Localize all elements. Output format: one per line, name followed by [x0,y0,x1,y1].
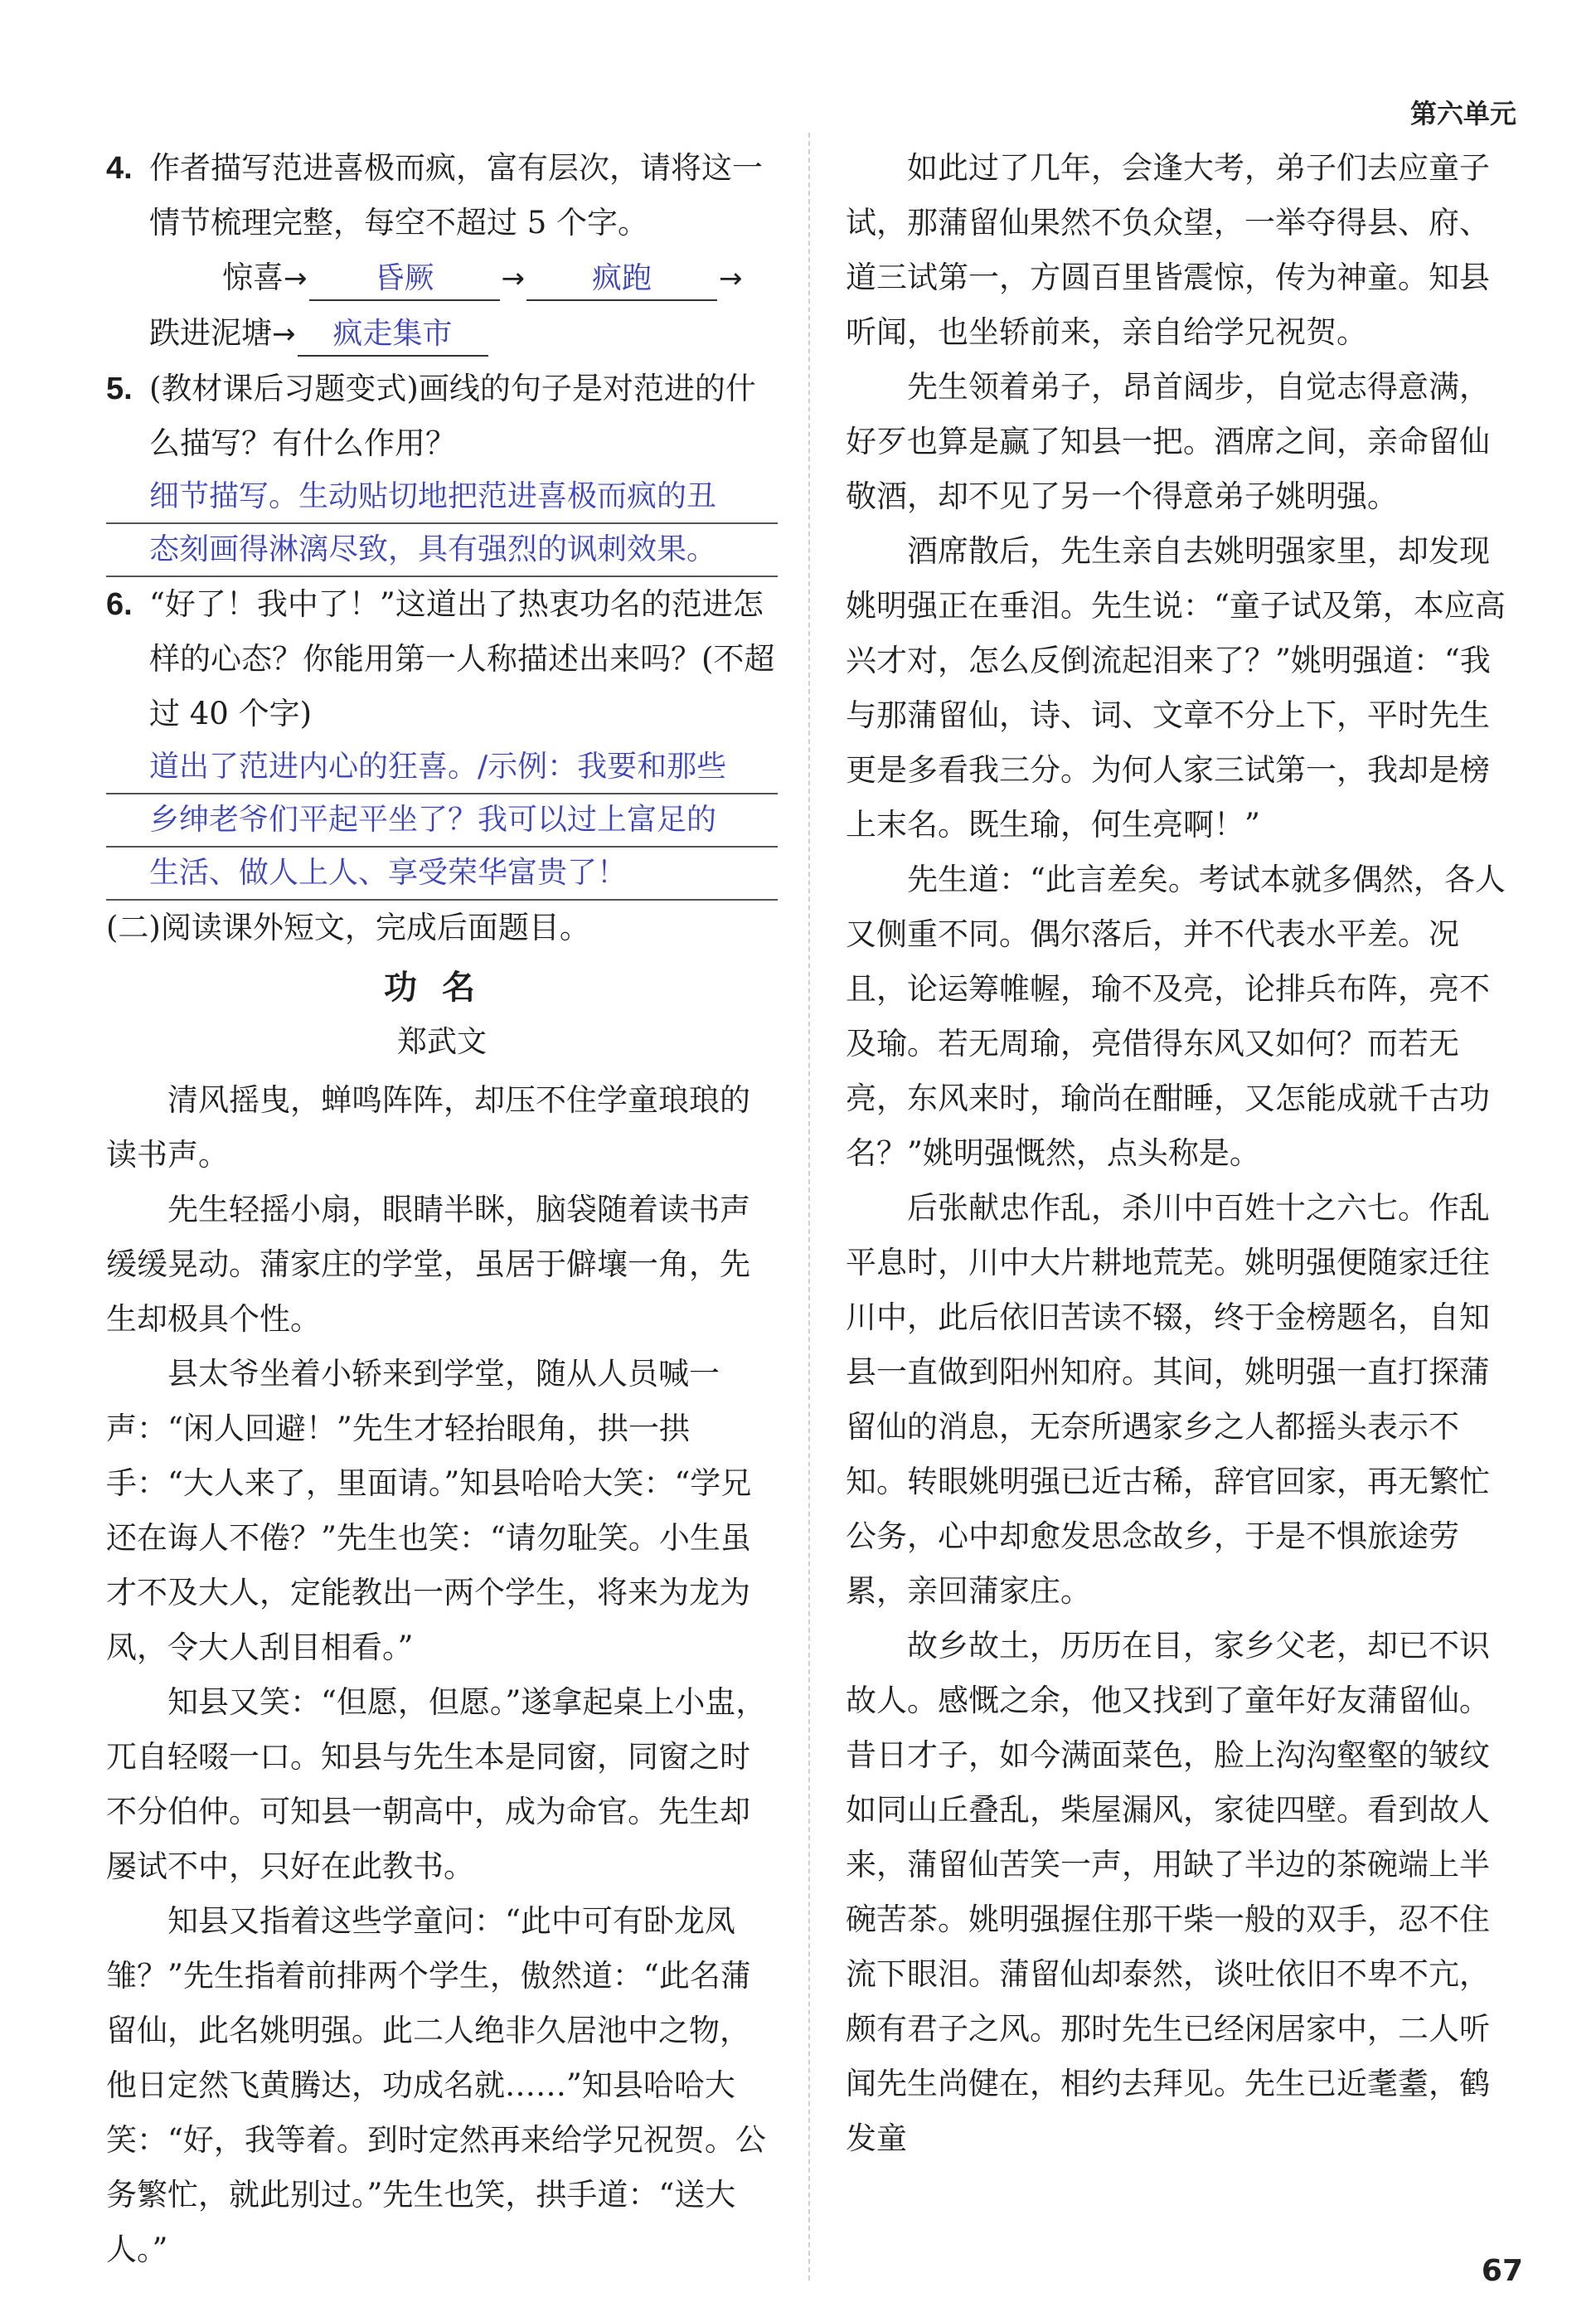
paragraph: 如此过了几年，会逢大考，弟子们去应童子试，那蒲留仙果然不负众望，一举夺得县、府、道三试第一，方圆百里皆震惊，传为神童。知县听闻，也坐轿前来，亲自给学兄祝贺。 [846,150,1490,350]
paragraph: 故乡故土，历历在目，家乡父老，却已不识故人。感慨之余，他又找到了童年好友蒲留仙。昔日才子，如今满面菜色，脸上沟沟壑壑的皱纹如同山丘叠乱，柴屋漏风，家徒四壁。看到故人来，蒲留仙苦笑一声，用缺了半边的茶碗端上半碗苦茶。姚明强握住那干柴一般的双手，忍不住流下眼泪。蒲留仙却泰然，谈吐依旧不卑不亢，颇有君子之风。那时先生已经闲居家中，二人听闻先生尚健在，相约去拜见。先生已近耄耋，鹤发童 [846,1628,1490,2156]
paragraph: 知县又指着这些学童问：“此中可有卧龙凤雏？”先生指着前排两个学生，傲然道：“此名蒲留仙，此名姚明强。此二人绝非久居池中之物，他日定然飞黄腾达，功成名就……”知县哈哈大笑：“好，我等着。到时定然再来给学兄祝贺。公务繁忙，就此别过。”先生也笑，拱手道：“送大人。” [106,1903,766,2267]
arrow-icon: → [719,262,743,295]
question-stem: “好了！我中了！”这道出了热衷功名的范进怎样的心态？你能用第一人称描述出来吗？(不超过 40 个字) [149,586,775,731]
unit-header: 第六单元 [1409,98,1516,129]
story-title: 功名 [384,969,500,1007]
paragraph: 先生道：“此言差矣。考试本就多偶然，各人又侧重不同。偶尔落后，并不代表水平差。况且，论运筹帷幄，瑜不及亮，论排兵布阵，亮不及瑜。若无周瑜，亮借得东风又如何？而若无亮，东风来时，瑜尚在酣睡，又怎能成就千古功名？”姚明强慨然，点头称是。 [846,862,1506,1171]
page-number: 67 [1481,2254,1523,2288]
question-4 [106,141,778,250]
question-5 [106,362,778,471]
question-number: 4. [106,151,133,186]
question-number: 5. [106,372,133,406]
paragraph: 知县又笑：“但愿，但愿。”遂拿起桌上小盅，兀自轻啜一口。知县与先生本是同窗，同窗之时不分伯仲。可知县一朝高中，成为命官。先生却屡试不中，只好在此教书。 [106,1684,767,1884]
section-label: (二)阅读课外短文，完成后面题目。 [106,910,590,945]
answer-blank-3: 疯走集市 [298,313,488,357]
paragraph: 先生领着弟子，昂首阔步，自觉志得意满，好歹也算是赢了知县一把。酒席之间，亲命留仙敬酒，却不见了另一个得意弟子姚明强。 [846,369,1490,514]
answer-6 [106,741,778,901]
question-stem: 作者描写范进喜极而疯，富有层次，请将这一情节梳理完整，每空不超过 5 个字。 [149,150,763,240]
question-stem: (教材课后习题变式)画线的句子是对范进的什么描写？有什么作用？ [149,371,756,461]
right-column [846,141,1517,2166]
answer-blank-2: 疯跑 [526,258,717,301]
paragraph: 后张献忠作乱，杀川中百姓十之六七。作乱平息时，川中大片耕地荒芜。姚明强便随家迁往川中，此后依旧苦读不辍，终于金榜题名，自知县一直做到阳州知府。其间，姚明强一直打探蒲留仙的消息，无奈所遇家乡之人都摇头表示不知。转眼姚明强已近古稀，辞官回家，再无繁忙公务，心中却愈发思念故乡，于是不惧旅途劳累，亲回蒲家庄。 [846,1190,1490,1609]
answer-line: 道出了范进内心的狂喜。/示例：我要和那些 [106,741,778,794]
arrow-icon: → [501,262,525,295]
answer-blank-1: 昏厥 [309,258,500,301]
answer-line: 生活、做人上人、享受荣华富贵了！ [106,848,778,901]
left-column [106,141,778,2277]
flow-label-start: 惊喜 [222,260,284,295]
column-divider [808,133,810,2281]
paragraph: 县太爷坐着小轿来到学堂，随从人员喊一声：“闲人回避！”先生才轻抬眼角，拱一拱手：“大人来了，里面请。”知县哈哈大笑：“学兄还在诲人不倦？”先生也笑：“请勿耻笑。小生虽才不及大人，定能教出一两个学生，将来为龙为凤，令大人刮目相看。” [106,1356,752,1665]
story-author: 郑武文 [396,1025,487,1059]
flow-row-2 [106,306,778,362]
answer-line: 态刻画得淋漓尽致，具有强烈的讽刺效果。 [106,524,778,577]
arrow-icon: → [284,262,308,295]
answer-line: 乡绅老爷们平起平坐了？我可以过上富足的 [106,794,778,848]
answer-5 [106,471,778,577]
paragraph: 清风摇曳，蝉鸣阵阵，却压不住学童琅琅的读书声。 [106,1082,750,1173]
question-6 [106,577,778,741]
paragraph: 酒席散后，先生亲自去姚明强家里，却发现姚明强正在垂泪。先生说：“童子试及第，本应高兴才对，怎么反倒流起泪来了？”姚明强道：“我与那蒲留仙，诗、词、文章不分上下，平时先生更是多看我三分。为何人家三试第一，我却是榜上末名。既生瑜，何生亮啊！” [846,533,1506,843]
arrow-icon: → [272,318,296,351]
paragraph: 先生轻摇小扇，眼睛半眯，脑袋随着读书声缓缓晃动。蒲家庄的学堂，虽居于僻壤一角，先生却极具个性。 [106,1192,750,1337]
flow-row-1 [106,250,778,306]
flow-label-mid: 跌进泥塘 [149,315,272,351]
answer-line: 细节描写。生动贴切地把范进喜极而疯的丑 [106,471,778,524]
question-number: 6. [106,587,133,622]
